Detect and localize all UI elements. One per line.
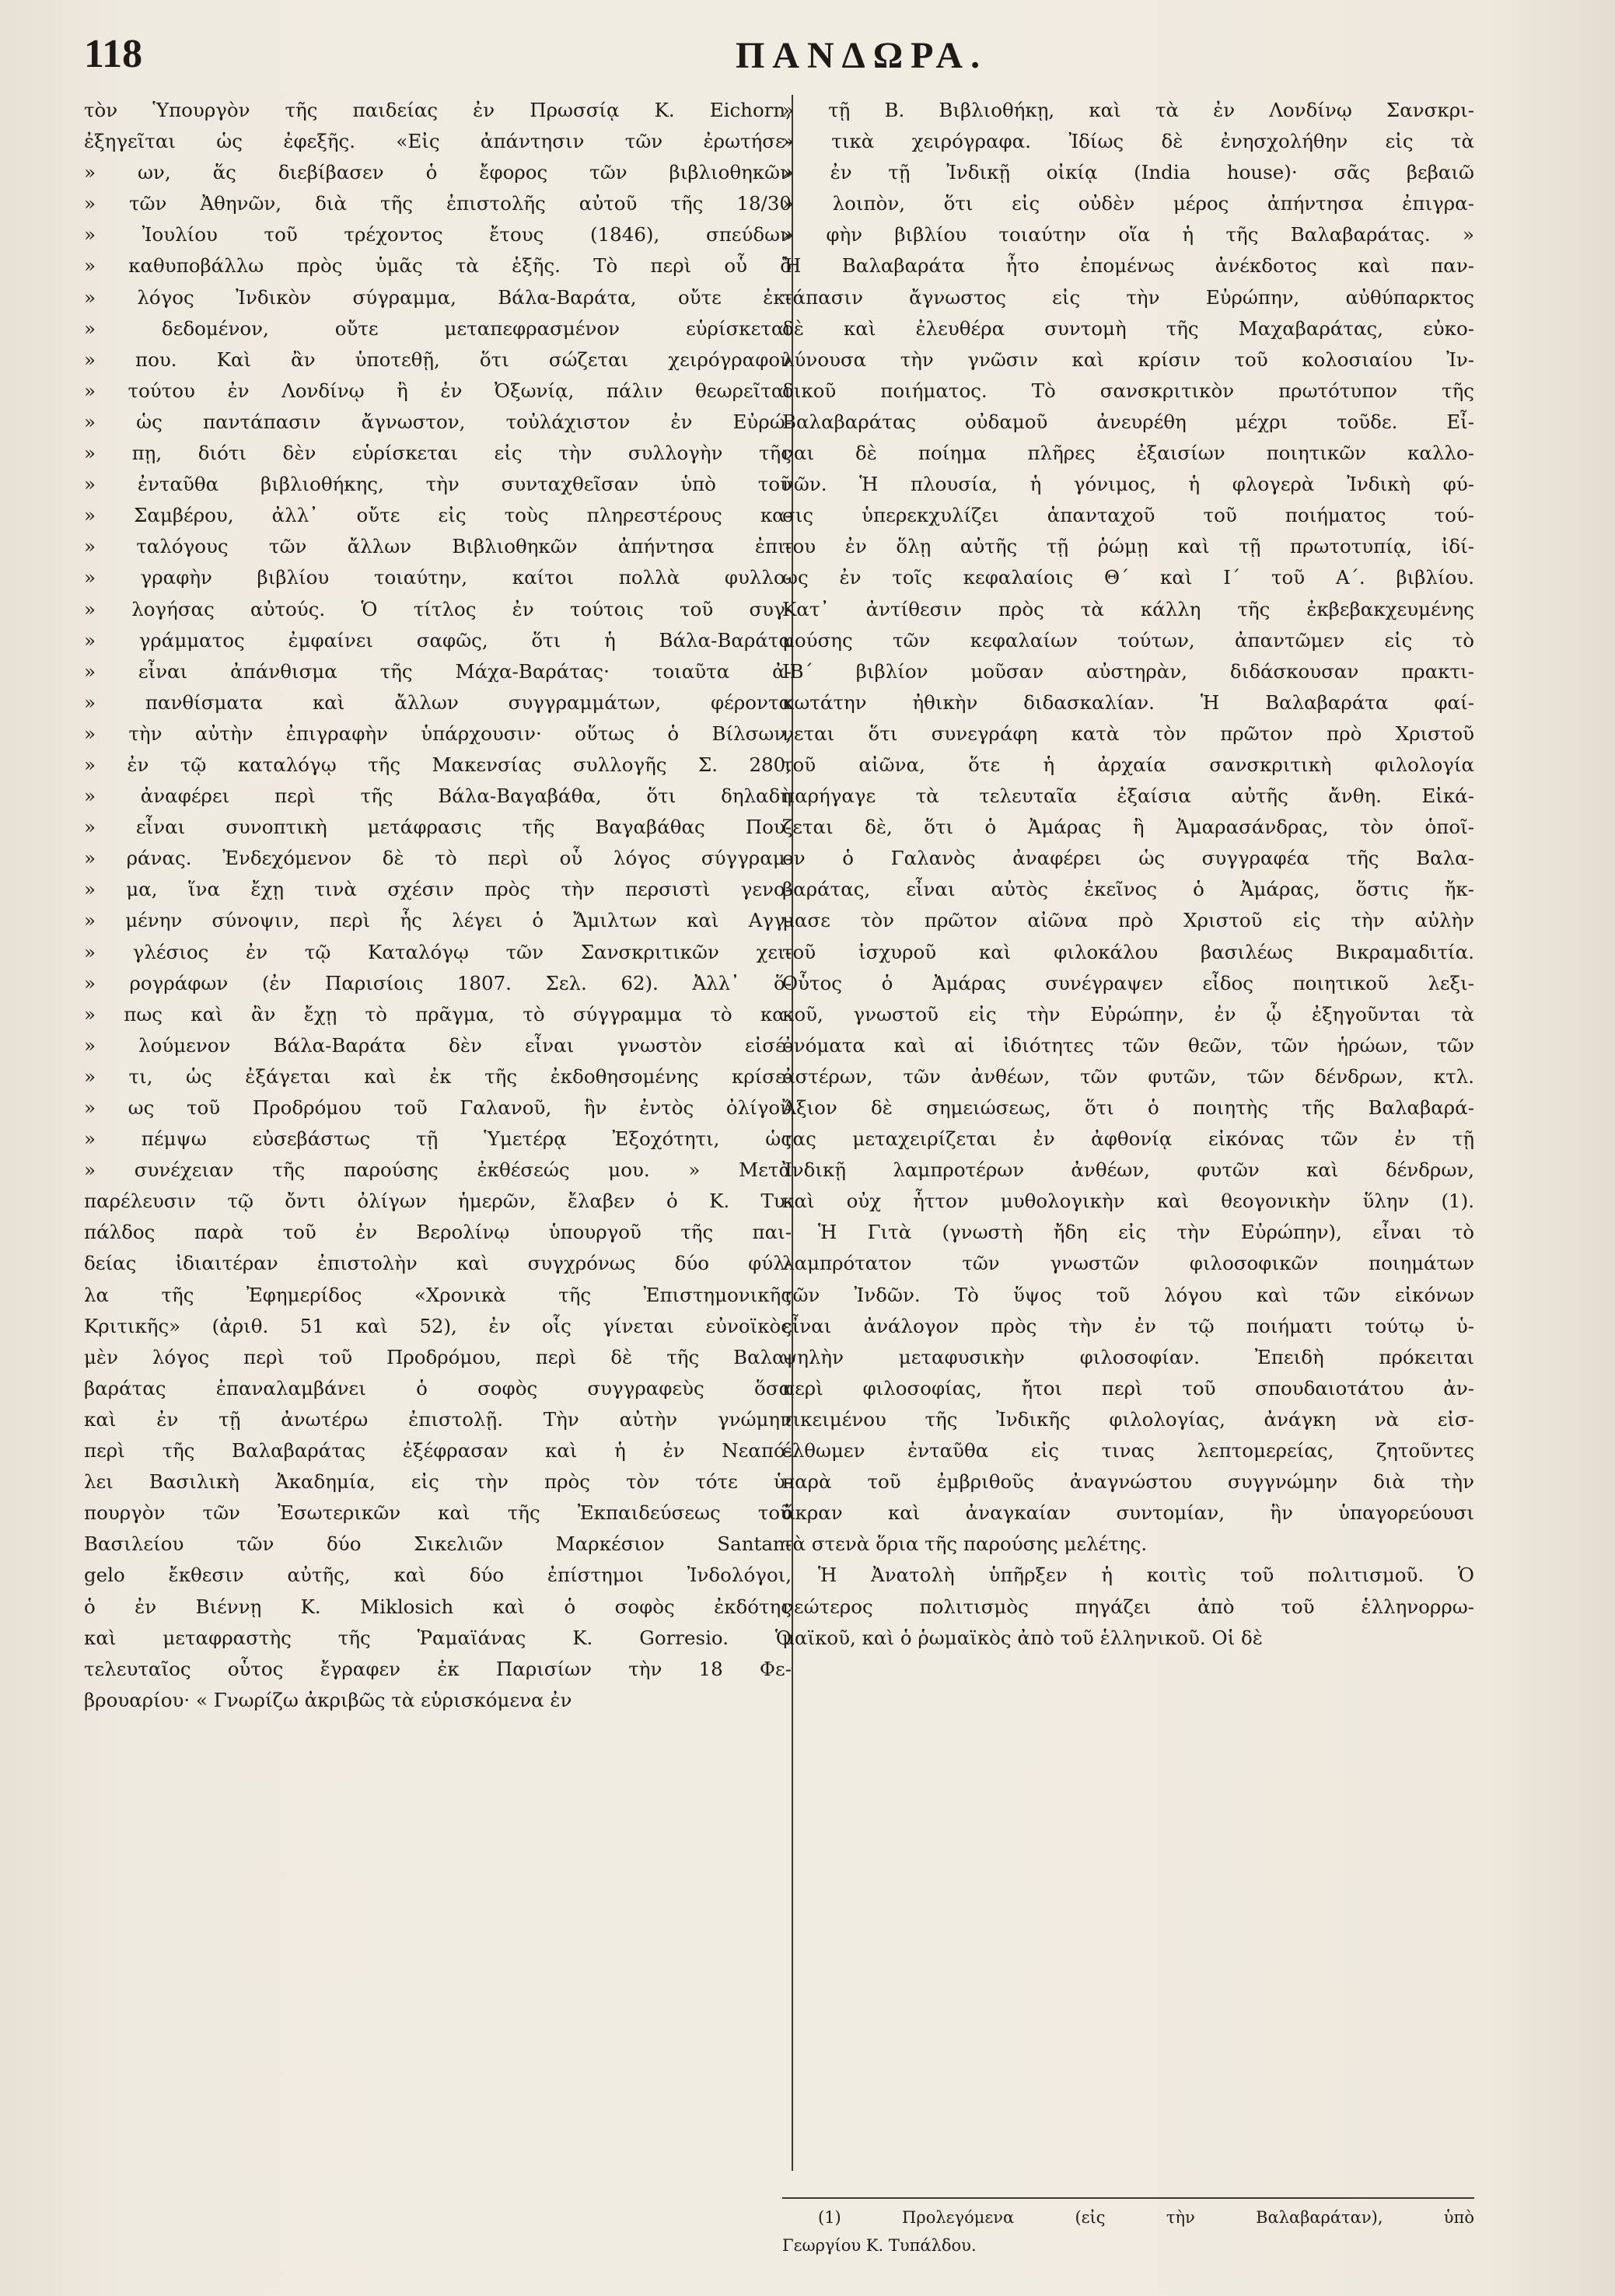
text-line: » ων, ἅς διεβίβασεν ὁ ἔφορος τῶν βιβλιοθηκῶν <box>84 161 792 184</box>
text-line: λει Βασιλικὴ Ἀκαδημία, εἰς τὴν πρὸς τὸν τότε ὑ- <box>84 1470 792 1494</box>
text-line: » ταλόγους τῶν ἄλλων Βιβλιοθηκῶν ἀπήντησα ἐπι- <box>84 535 792 558</box>
text-line: ζεται δὲ, ὅτι ὁ Ἀμάρας ἢ Ἀμαρασάνδρας, τὸν ὁποῖ- <box>782 816 1474 839</box>
text-line: » ἐν τῇ Ἰνδικῇ οἰκίᾳ (India house)· σᾶς βεβαιῶ <box>782 161 1474 184</box>
footnotes <box>782 2203 1474 2259</box>
text-line: κοῦ, γνωστοῦ εἰς τὴν Εὐρώπην, ἐν ᾧ ἐξηγοῦνται τὰ <box>782 1002 1474 1026</box>
text-line: » ἐνταῦθα βιβλιοθήκης, τὴν συνταχθεῖσαν ὑπὸ τοῦ <box>84 473 792 496</box>
text-line: ψηλὴν μεταφυσικὴν φιλοσοφίαν. Ἐπειδὴ πρόκειται <box>782 1345 1474 1368</box>
text-line: βαράτας ἐπαναλαμβάνει ὁ σοφὸς συγγραφεὺς ὅσα <box>84 1376 792 1400</box>
text-line: » λούμενον Βάλα-Βαράτα δὲν εἶναι γνωστὸν εἰσέ- <box>84 1033 792 1057</box>
text-line: ὀνόματα καὶ αἱ ἰδιότητες τῶν θεῶν, τῶν ἡρώων, τῶν <box>782 1033 1474 1057</box>
text-line: πουργὸν τῶν Ἐσωτερικῶν καὶ τῆς Ἐκπαιδεύσεως τοῦ <box>84 1501 792 1525</box>
text-line: τὸν Ὑπουργὸν τῆς παιδείας ἐν Πρωσσίᾳ Κ. Eichorn, <box>84 99 792 121</box>
text-line: μούσης τῶν κεφαλαίων τούτων, ἀπαντῶμεν εἰς τὸ <box>782 628 1474 652</box>
text-line: ἐξηγεῖται ὡς ἐφεξῆς. «Εἰς ἀπάντησιν τῶν ἐρωτήσε- <box>84 130 792 153</box>
text-line: Οὗτος ὁ Ἀμάρας συνέγραψεν εἶδος ποιητικοῦ λεξι- <box>782 971 1474 994</box>
footnote-divider <box>782 2197 1474 2199</box>
text-line: gelo ἔκθεσιν αὐτῆς, καὶ δύο ἐπίστημοι Ἰνδολόγοι, <box>84 1564 792 1587</box>
text-line: » λοιπὸν, ὅτι εἰς οὐδὲν μέρος ἀπήντησα ἐπιγρα- <box>782 192 1474 215</box>
text-line: Ἡ Ἀνατολὴ ὑπῆρξεν ἡ κοιτὶς τοῦ πολιτισμοῦ. Ὁ <box>818 1564 1474 1587</box>
text-line: » φὴν βιβλίου τοιαύτην οἵα ἡ τῆς Βαλαβαράτας. » <box>782 223 1474 246</box>
text-line: » ἐν τῷ καταλόγῳ τῆς Μακενσίας συλλογῆς Σ. 280, <box>84 753 792 776</box>
text-line: Ἡ Βαλαβαράτα ἦτο ἐπομένως ἀνέκδοτος καὶ παν- <box>782 254 1474 278</box>
text-line: του ἐν ὅλῃ αὐτῆς τῇ ῥώμῃ καὶ τῇ πρωτοτυπίᾳ, ἰδί- <box>782 535 1474 558</box>
text-line: δὲ καὶ ἐλευθέρα συντομὴ τῆς Μαχαβαράτας, εὐκο- <box>782 316 1474 340</box>
text-line: λαμπρότατον τῶν γνωστῶν φιλοσοφικῶν ποιημάτων <box>782 1252 1474 1275</box>
text-line: περὶ τῆς Βαλαβαράτας ἐξέφρασαν καὶ ἡ ἐν Νεαπό- <box>84 1439 792 1463</box>
text-line: » πῃ, διότι δὲν εὑρίσκεται εἰς τὴν συλλογὴν τῆς <box>84 442 792 465</box>
text-line: » ὡς παντάπασιν ἄγνωστον, τοὐλάχιστον ἐν Εὐρώ- <box>84 410 792 433</box>
text-line: παρέλευσιν τῷ ὄντι ὀλίγων ἡμερῶν, ἔλαβεν ὁ Κ. Τυ- <box>84 1190 792 1213</box>
text-line: βρουαρίου· « Γνωρίζω ἀκριβῶς τὰ εὑρισκόμενα ἐν <box>84 1688 572 1711</box>
page-header <box>84 31 1554 86</box>
text-line: λύνουσα τὴν γνῶσιν καὶ κρίσιν τοῦ κολοσιαίου Ἰν- <box>782 348 1474 371</box>
text-line: » πανθίσματα καὶ ἄλλων συγγραμμάτων, φέροντα <box>84 690 792 714</box>
text-line: » μένην σύνοψιν, περὶ ἧς λέγει ὁ Ἄμιλτων καὶ Αγγ- <box>84 909 792 932</box>
text-line: δικοῦ ποιήματος. Τὸ σανσκριτικὸν πρωτότυπον τῆς <box>782 379 1474 402</box>
text-line: παρήγαγε τὰ τελευταῖα ἐξαίσια αὐτῆς ἄνθη. Εἰκά- <box>782 785 1474 808</box>
text-line: τελευταῖος οὗτος ἔγραφεν ἐκ Παρισίων τὴν 18 Φε- <box>84 1657 792 1680</box>
text-line: τοῦ αἰῶνα, ὅτε ἡ ἀρχαία σανσκριτικὴ φιλολογία <box>782 753 1474 776</box>
text-line: » τῇ Β. Βιβλιοθήκῃ, καὶ τὰ ἐν Λονδίνῳ Σανσκρι- <box>782 99 1474 121</box>
text-line: μὲν λόγος περὶ τοῦ Προδρόμου, περὶ δὲ τῆς Βαλα- <box>84 1345 792 1368</box>
text-line: » εἶναι συνοπτικὴ μετάφρασις τῆς Βαγαβάθας Που- <box>84 816 792 839</box>
journal-title: ΠΑΝΔΩΡΑ. <box>735 35 988 76</box>
text-line: ον ὁ Γαλανὸς ἀναφέρει ὡς συγγραφέα τῆς Βαλα- <box>782 847 1474 870</box>
text-line: μαϊκοῦ, καὶ ὁ ῥωμαϊκὸς ἀπὸ τοῦ ἑλληνικοῦ. Οἱ δὲ <box>782 1626 1263 1649</box>
text-line: » ράνας. Ἐνδεχόμενον δὲ τὸ περὶ οὗ λόγος σύγγραμ- <box>84 847 792 870</box>
text-line: » εἶναι ἀπάνθισμα τῆς Μάχα-Βαράτας· τοιαῦτα ἀ- <box>84 659 792 683</box>
text-line: Κατ᾽ ἀντίθεσιν πρὸς τὰ κάλλη τῆς ἐκβεβακχευμένης <box>782 597 1474 620</box>
text-line: » πέμψω εὐσεβάστως τῇ Ὑμετέρᾳ Ἐξοχότητι, ὡς <box>84 1127 792 1151</box>
text-line: νῶν. Ἡ πλουσία, ἡ γόνιμος, ἡ φλογερὰ Ἰνδικὴ φύ- <box>782 473 1474 496</box>
text-line: » Ἰουλίου τοῦ τρέχοντος ἔτους (1846), σπεύδων <box>84 223 792 246</box>
text-line: Γεωργίου Κ. Τυπάλδου. <box>782 2236 977 2255</box>
text-line: κωτάτην ἠθικὴν διδασκαλίαν. Ἡ Βαλαβαράτα φαί- <box>782 690 1474 714</box>
text-line: νεώτερος πολιτισμὸς πηγάζει ἀπὸ τοῦ ἑλληνορρω- <box>782 1595 1474 1618</box>
text-line: ἄκραν καὶ ἀναγκαίαν συντομίαν, ἣν ὑπαγορεύουσι <box>782 1501 1474 1525</box>
text-line: » λογήσας αὐτούς. Ὁ τίτλος ἐν τούτοις τοῦ συγ- <box>84 597 792 620</box>
text-line: παρὰ τοῦ ἐμβριθοῦς ἀναγνώστου συγγνώμην διὰ τὴν <box>782 1470 1474 1494</box>
page-number: 118 <box>84 32 143 76</box>
text-line: » δεδομένον, οὔτε μεταπεφρασμένον εὑρίσκεται <box>84 316 792 340</box>
text-line: Βασιλείου τῶν δύο Σικελιῶν Μαρκέσιον Santan- <box>84 1532 792 1556</box>
text-line: μασε τὸν πρῶτον αἰῶνα πρὸ Χριστοῦ εἰς τὴν αὐλὴν <box>782 909 1474 932</box>
text-line: » τι, ὡς ἐξάγεται καὶ ἐκ τῆς ἐκδοθησομένης κρίσε- <box>84 1064 792 1088</box>
text-line: ὁ ἐν Βιέννῃ Κ. Miklosich καὶ ὁ σοφὸς ἐκδότης <box>84 1595 792 1618</box>
text-line: ΙΒ´ βιβλίον μοῦσαν αὐστηρὰν, διδάσκουσαν πρακτι- <box>782 659 1474 683</box>
text-line: Ἄξιον δὲ σημειώσεως, ὅτι ὁ ποιητὴς τῆς Βαλαβαρά- <box>782 1096 1474 1119</box>
text-line: » συνέχειαν τῆς παρούσης ἐκθέσεώς μου. » Μετὰ <box>84 1158 792 1182</box>
text-line: » καθυποβάλλω πρὸς ὑμᾶς τὰ ἑξῆς. Τὸ περὶ οὗ ὁ <box>84 254 792 278</box>
text-line: ως ἐν τοῖς κεφαλαίοις Θ´ καὶ Ι´ τοῦ Α´. βιβλίου. <box>782 566 1474 589</box>
text-line: » μα, ἵνα ἔχῃ τινὰ σχέσιν πρὸς τὴν περσιστὶ γενο- <box>84 878 792 901</box>
text-line: » γραφὴν βιβλίου τοιαύτην, καίτοι πολλὰ φυλλο- <box>84 566 792 589</box>
text-line: Βαλαβαράτας οὐδαμοῦ ἀνευρέθη μέχρι τοῦδε. Εἶ- <box>782 410 1474 433</box>
text-line: τῶν Ἰνδῶν. Τὸ ὕψος τοῦ λόγου καὶ τῶν εἰκόνων <box>782 1283 1474 1306</box>
text-line: σις ὑπερεκχυλίζει ἁπανταχοῦ τοῦ ποιήματος τού- <box>782 504 1474 527</box>
text-line: (1) Προλεγόμενα (εἰς τὴν Βαλαβαράταν), ὑπὸ <box>818 2208 1474 2227</box>
text-line: τας μεταχειρίζεται ἐν ἀφθονίᾳ εἰκόνας τῶν ἐν τῇ <box>782 1127 1474 1151</box>
text-line: » ως τοῦ Προδρόμου τοῦ Γαλανοῦ, ἣν ἐντὸς ὀλίγου <box>84 1096 792 1119</box>
text-line: λα τῆς Ἐφημερίδος «Χρονικὰ τῆς Ἐπιστημονικῆς <box>84 1283 792 1306</box>
text-line: καὶ ἐν τῇ ἀνωτέρω ἐπιστολῇ. Τὴν αὐτὴν γνώμην <box>84 1407 792 1431</box>
text-line: ἀστέρων, τῶν ἀνθέων, τῶν φυτῶν, τῶν δένδρων, κτλ. <box>782 1064 1474 1088</box>
text-line: » τὴν αὐτὴν ἐπιγραφὴν ὑπάρχουσιν· οὕτως ὁ Βίλσων, <box>84 722 792 745</box>
text-line: » τικὰ χειρόγραφα. Ἰδίως δὲ ἐνησχολήθην εἰς τὰ <box>782 130 1474 153</box>
left-text-column <box>84 95 792 1716</box>
text-line: » τούτου ἐν Λονδίνῳ ἢ ἐν Ὀξωνίᾳ, πάλιν θεωρεῖται <box>84 379 792 402</box>
text-line: έλθωμεν ἐνταῦθα εἰς τινας λεπτομερείας, ζητοῦντες <box>782 1439 1474 1463</box>
text-line: » ἀναφέρει περὶ τῆς Βάλα-Βαγαβάθα, ὅτι δηλαδὴ <box>84 785 792 808</box>
text-line: » που. Καὶ ἂν ὑποτεθῇ, ὅτι σώζεται χειρόγραφον <box>84 348 792 371</box>
text-line: νεται ὅτι συνεγράφη κατὰ τὸν πρῶτον πρὸ Χριστοῦ <box>782 722 1474 745</box>
text-line: » γλέσιος ἐν τῷ Καταλόγῳ τῶν Σανσκριτικῶν χει- <box>84 940 792 963</box>
text-line: Ἡ Γιτὰ (γνωστὴ ἤδη εἰς τὴν Εὐρώπην), εἶναι τὸ <box>818 1221 1474 1244</box>
text-line: καὶ οὐχ ἧττον μυθολογικὴν καὶ θεογονικὴν ὕλην (1). <box>782 1190 1474 1213</box>
text-line: Κριτικῆς» (ἀριθ. 51 καὶ 52), ἐν οἷς γίνεται εὐνοϊκὸς <box>84 1314 792 1337</box>
text-line: βαράτας, εἶναι αὐτὸς ἐκεῖνος ὁ Ἀμάρας, ὅστις ἤκ- <box>782 878 1474 901</box>
text-line: τὰ στενὰ ὅρια τῆς παρούσης μελέτης. <box>782 1532 1148 1556</box>
text-line: καὶ μεταφραστὴς τῆς Ῥαμαϊάνας Κ. Gorresio. Ὁ <box>84 1626 792 1649</box>
text-line: » πως καὶ ἂν ἔχῃ τὸ πρᾶγμα, τὸ σύγγραμμα τὸ κα- <box>84 1002 792 1026</box>
text-line: Ἰνδικῇ λαμπροτέρων ἀνθέων, φυτῶν καὶ δένδρων, <box>782 1158 1474 1182</box>
text-line: πάλδος παρὰ τοῦ ἐν Βερολίνῳ ὑπουργοῦ τῆς παι- <box>84 1221 792 1244</box>
text-line: τοῦ ἰσχυροῦ καὶ φιλοκάλου βασιλέως Βικραμαδιτία. <box>782 940 1474 963</box>
text-line: » τῶν Ἀθηνῶν, διὰ τῆς ἐπιστολῆς αὐτοῦ τῆς 18/30 <box>84 192 792 215</box>
text-line: τάπασιν ἄγνωστος εἰς τὴν Εὐρώπην, αὐθύπαρκτος <box>782 285 1474 309</box>
text-line: περὶ φιλοσοφίας, ἤτοι περὶ τοῦ σπουδαιοτάτου ἀν- <box>782 1376 1474 1400</box>
text-line: ναι δὲ ποίημα πλῆρες ἐξαισίων ποιητικῶν καλλο- <box>782 442 1474 465</box>
text-line: τικειμένου τῆς Ἰνδικῆς φιλολογίας, ἀνάγκη νὰ εἰσ- <box>782 1407 1474 1431</box>
text-line: δείας ἰδιαιτέραν ἐπιστολὴν καὶ συγχρόνως δύο φύλ- <box>84 1252 792 1275</box>
text-line: εἶναι ἀνάλογον πρὸς τὴν ἐν τῷ ποιήματι τούτῳ ὑ- <box>782 1314 1474 1337</box>
text-line: » λόγος Ἰνδικὸν σύγραμμα, Βάλα-Βαράτα, οὔτε ἐκ- <box>84 285 792 309</box>
text-line: » ρογράφων (ἐν Παρισίοις 1807. Σελ. 62). Ἀλλ᾽ ὅ- <box>84 971 792 994</box>
text-line: » Σαμβέρου, ἀλλ᾽ οὔτε εἰς τοὺς πληρεστέρους κα- <box>84 504 792 527</box>
right-text-column <box>782 95 1474 1654</box>
text-line: » γράμματος ἐμφαίνει σαφῶς, ὅτι ἡ Βάλα-Βαράτα <box>84 628 792 652</box>
